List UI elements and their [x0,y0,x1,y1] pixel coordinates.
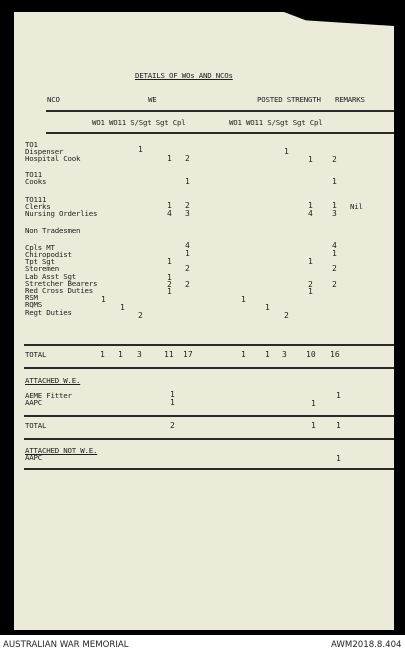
section-t011: TO11 [25,170,42,179]
rule [24,415,394,417]
rule [24,468,394,470]
cell: 1 [167,201,172,210]
document-page [14,12,394,630]
header-nco: NCO [47,95,60,104]
row-label: Tpt Sgt [25,257,55,266]
cell: 1 [167,287,172,296]
cell: 1 [170,390,175,399]
row-label: Hospital Cook [25,154,81,163]
header-remarks: REMARKS [335,95,365,104]
row-label: Red Cross Duties [25,286,93,295]
footer-credit: AUSTRALIAN WAR MEMORIAL [3,640,129,650]
document-title: DETAILS OF WOs AND NCOs [135,71,233,80]
cell: 2 [308,280,313,289]
total2-label: TOTAL [25,421,47,430]
rule [24,438,394,440]
total-cell: 10 [306,350,316,359]
total-cell: 1 [118,350,123,359]
cell: 1 [167,257,172,266]
row-label: AAPC [25,398,42,407]
section-attached-not: ATTACHED NOT W.E. [25,446,98,455]
subheader-posted: WO1 WO11 S/Sgt Sgt Cpl [229,118,323,127]
cell: 4 [332,241,337,250]
total-cell: 11 [164,350,174,359]
row-label: RQMS [25,300,42,309]
cell: 2 [185,264,190,273]
cell: 1 [336,454,341,463]
row-label: RSM [25,293,38,302]
rule [24,344,394,346]
total-cell: 17 [183,350,193,359]
footer-bar [0,635,405,653]
remark: Nil [350,202,363,211]
section-attached: ATTACHED W.E. [25,376,81,385]
cell: 4 [185,241,190,250]
cell: 2 [138,311,143,320]
section-t01: TO1 [25,140,38,149]
cell: 2 [167,280,172,289]
cell: 1 [332,201,337,210]
cell: 1 [308,257,313,266]
total-cell: 1 [336,421,341,430]
row-label: Regt Duties [25,308,72,317]
total-cell: 1 [265,350,270,359]
row-label: Cpls MT [25,243,55,252]
row-label: Lab Asst Sgt [25,272,76,281]
footer-accession: AWM2018.8.404 [331,640,402,650]
rule [46,132,394,134]
cell: 1 [185,249,190,258]
header-posted-strength: POSTED STRENGTH [257,95,321,104]
cell: 1 [138,145,143,154]
subheader-we: WO1 WO11 S/Sgt Sgt Cpl [92,118,186,127]
cell: 2 [284,311,289,320]
cell: 1 [308,287,313,296]
row-label: AEME Fitter [25,391,72,400]
cell: 3 [332,209,337,218]
section-non-tradesmen: Non Tradesmen [25,226,81,235]
cell: 1 [101,295,106,304]
row-label: AAPC [25,453,42,462]
row-label: Dispenser [25,147,64,156]
rule [24,367,394,369]
cell: 1 [284,147,289,156]
total-cell: 1 [241,350,246,359]
total-cell: 3 [137,350,142,359]
total-cell: 2 [170,421,175,430]
row-label: Nursing Orderlies [25,209,98,218]
row-label: Chiropodist [25,250,72,259]
total-cell: 1 [311,421,316,430]
rule [46,110,394,112]
cell: 4 [308,209,313,218]
cell: 1 [332,177,337,186]
total-cell: 16 [330,350,340,359]
section-t0111: TO111 [25,195,47,204]
cell: 1 [311,399,316,408]
row-label: Cooks [25,177,47,186]
cell: 2 [332,155,337,164]
cell: 1 [336,391,341,400]
total-cell: 3 [282,350,287,359]
cell: 1 [308,201,313,210]
cell: 1 [167,273,172,282]
cell: 1 [265,303,270,312]
cell: 1 [185,177,190,186]
total-label: TOTAL [25,350,47,359]
cell: 1 [308,155,313,164]
cell: 2 [185,201,190,210]
cell: 2 [185,280,190,289]
row-label: Clerks [25,202,51,211]
cell: 2 [332,280,337,289]
cell: 1 [241,295,246,304]
cell: 4 [167,209,172,218]
row-label: Storemen [25,264,59,273]
cell: 1 [167,154,172,163]
total-cell: 1 [100,350,105,359]
cell: 1 [120,303,125,312]
cell: 2 [185,154,190,163]
header-we: WE [148,95,157,104]
cell: 1 [170,398,175,407]
cell: 1 [332,249,337,258]
row-label: Stretcher Bearers [25,279,98,288]
cell: 2 [332,264,337,273]
cell: 3 [185,209,190,218]
